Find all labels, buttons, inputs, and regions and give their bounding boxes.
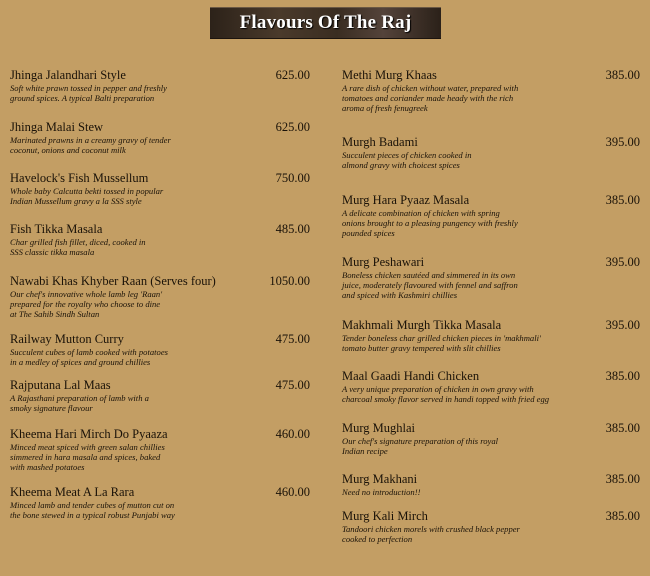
dish-name: Fish Tikka Masala [10, 222, 103, 236]
menu-item [10, 378, 310, 413]
dish-description: Tandoori chicken morels with crushed black pepper cooked to perfection [342, 524, 520, 544]
dish-price: 625.00 [275, 68, 310, 82]
menu-item [10, 171, 310, 206]
dish-name: Methi Murg Khaas [342, 68, 437, 82]
dish-price: 750.00 [275, 171, 310, 185]
dish-description: Minced meat spiced with green salan chillies simmered in hara masala and spices, baked with mashed potatoes [10, 442, 165, 472]
dish-name: Murg Mughlai [342, 421, 416, 435]
dish-name: Kheema Hari Mirch Do Pyaaza [10, 427, 168, 441]
menu-item [342, 509, 640, 544]
dish-price: 625.00 [275, 120, 310, 134]
dish-description: Minced lamb and tender cubes of mutton cut on the bone stewed in a typical robust Punjabi way [10, 500, 175, 520]
menu-item [342, 421, 640, 456]
dish-description: Boneless chicken sautéed and simmered in its own juice, moderately flavoured with fennel and saffron and spiced with Kashmiri chillies [342, 270, 518, 300]
dish-description: Whole baby Calcutta bekti tossed in popular Indian Mussellum gravy a la SSS style [10, 186, 164, 206]
dish-description: Soft white prawn tossed in pepper and freshly ground spices. A typical Balti preparation [10, 83, 167, 103]
dish-name: Jhinga Jalandhari Style [10, 68, 126, 82]
dish-description: Char grilled fish fillet, diced, cooked in SSS classic tikka masala [10, 237, 146, 257]
dish-description: Need no introduction!! [342, 487, 421, 497]
dish-description: Our chef's innovative whole lamb leg 'Raan' prepared for the royalty who choose to dine at The Sahib Sindh Sultan [10, 289, 163, 319]
menu-item [10, 120, 310, 155]
dish-description: A very unique preparation of chicken in own gravy with charcoal smoky flavor served in handi topped with fried egg [342, 384, 550, 404]
dish-price: 385.00 [605, 68, 640, 82]
dish-name: Murg Makhani [342, 472, 418, 486]
dish-description: A rare dish of chicken without water, prepared with tomatoes and coriander made heady with the rich aroma of fresh fenugreek [342, 83, 519, 113]
menu-item [342, 255, 640, 300]
dish-description: Marinated prawns in a creamy gravy of tender coconut, onions and coconut milk [10, 135, 171, 155]
menu-item [342, 369, 640, 404]
dish-name: Railway Mutton Curry [10, 332, 124, 346]
dish-name: Nawabi Khas Khyber Raan (Serves four) [10, 274, 216, 288]
dish-description: A Rajasthani preparation of lamb with a smoky signature flavour [10, 393, 149, 413]
dish-name: Havelock's Fish Mussellum [10, 171, 149, 185]
dish-description: Succulent pieces of chicken cooked in almond gravy with choicest spices [342, 150, 472, 170]
dish-name: Kheema Meat A La Rara [10, 485, 135, 499]
menu-item [342, 135, 640, 170]
dish-price: 385.00 [605, 509, 640, 523]
menu-item [10, 222, 310, 257]
menu-item [342, 68, 640, 113]
dish-price: 395.00 [605, 135, 640, 149]
menu-item [10, 274, 310, 319]
menu-item [10, 332, 310, 367]
menu-item [10, 485, 310, 520]
dish-price: 460.00 [275, 485, 310, 499]
menu-item [342, 472, 640, 497]
dish-name: Rajputana Lal Maas [10, 378, 111, 392]
dish-price: 485.00 [275, 222, 310, 236]
dish-price: 1050.00 [269, 274, 310, 288]
dish-price: 475.00 [275, 378, 310, 392]
dish-name: Murg Hara Pyaaz Masala [342, 193, 470, 207]
dish-price: 385.00 [605, 193, 640, 207]
dish-name: Makhmali Murgh Tikka Masala [342, 318, 502, 332]
menu-item [342, 193, 640, 238]
dish-name: Murg Peshawari [342, 255, 425, 269]
menu-item [10, 427, 310, 472]
dish-price: 475.00 [275, 332, 310, 346]
dish-name: Jhinga Malai Stew [10, 120, 104, 134]
menu-item [10, 68, 310, 103]
dish-price: 385.00 [605, 472, 640, 486]
dish-name: Murgh Badami [342, 135, 418, 149]
dish-name: Murg Kali Mirch [342, 509, 428, 523]
dish-price: 395.00 [605, 318, 640, 332]
dish-name: Maal Gaadi Handi Chicken [342, 369, 480, 383]
dish-description: Our chef's signature preparation of this royal Indian recipe [342, 436, 499, 456]
dish-price: 460.00 [275, 427, 310, 441]
menu-item [342, 318, 640, 353]
dish-price: 385.00 [605, 369, 640, 383]
dish-description: A delicate combination of chicken with spring onions brought to a pleasing pungency with freshly pounded spices [342, 208, 518, 238]
dish-description: Succulent cubes of lamb cooked with potatoes in a medley of spices and ground chillies [10, 347, 168, 367]
dish-description: Tender boneless char grilled chicken pieces in 'makhmali' tomato butter gravy tempered with slit chillies [342, 333, 541, 353]
dish-price: 385.00 [605, 421, 640, 435]
dish-price: 395.00 [605, 255, 640, 269]
menu-title-banner [210, 7, 441, 39]
menu-title: Flavours Of The Raj [239, 12, 412, 33]
